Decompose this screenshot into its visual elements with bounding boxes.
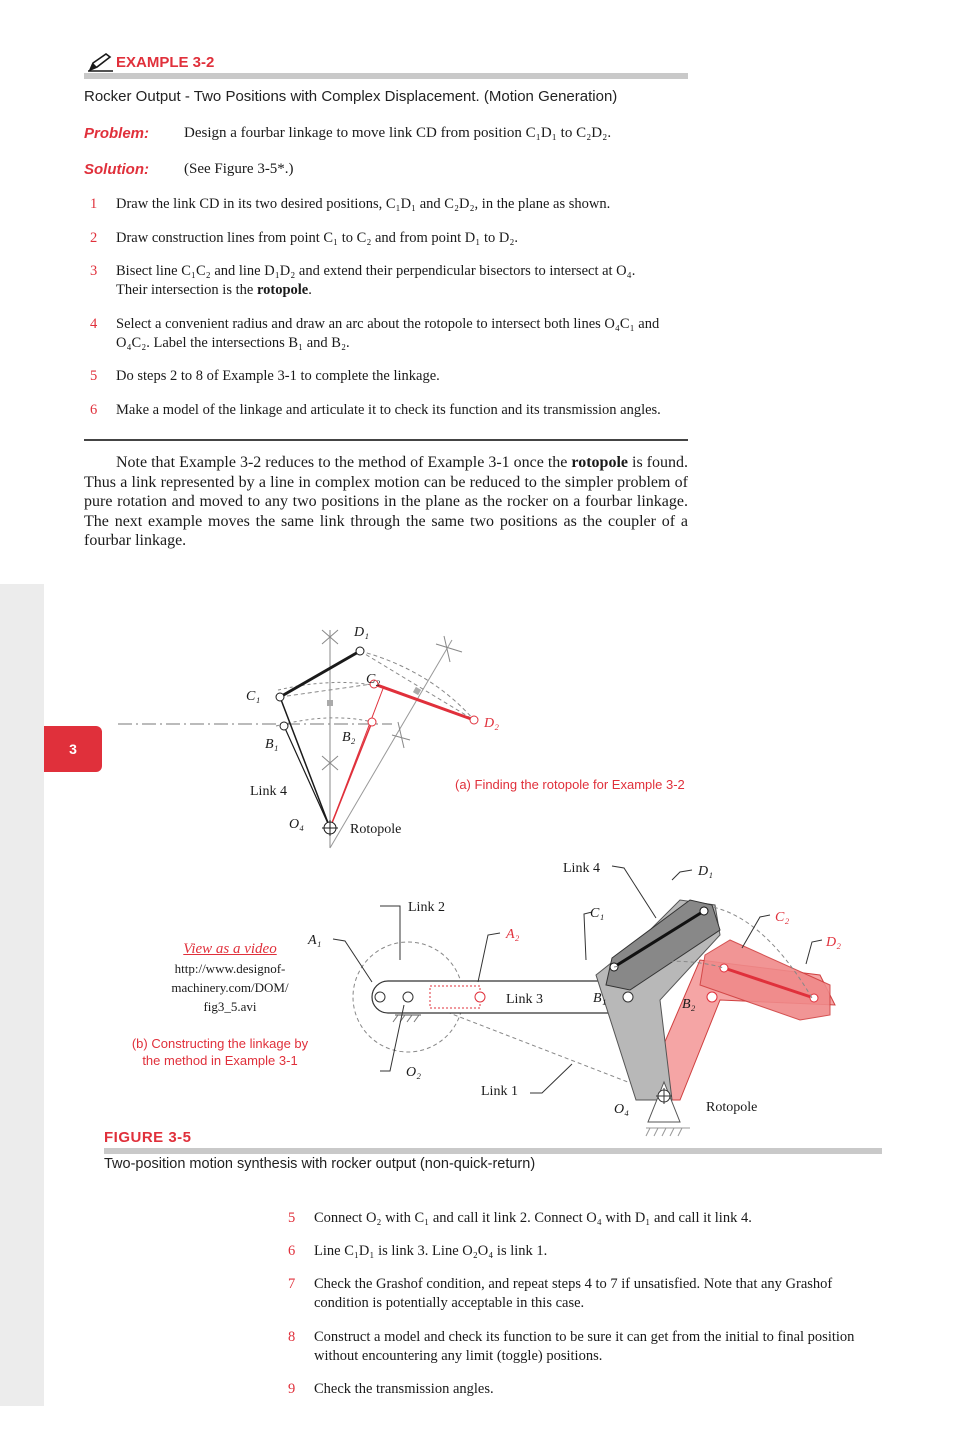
ground-hatch [646,1128,690,1136]
example-title-text: EXAMPLE 3-2 [116,53,215,71]
leader-line [672,870,692,880]
link-c2d2 [374,684,474,720]
step-number: 9 [288,1381,296,1397]
step-text: Construct a model and check its function to be sure it can get from the initial to final position [314,1329,855,1345]
construction-mark [444,636,450,662]
leader-line [612,866,656,918]
chapter-tab: 3 [44,726,102,772]
list-item [288,1275,888,1315]
step-text-line2: condition is potentially acceptable in this case. [314,1295,585,1311]
step-text: Draw the link CD in its two desired positions, C₁D₁ and C₂D₂, in the plane as shown. [116,196,611,212]
label-link4-b: Link 4 [563,861,600,876]
label-link2: Link 2 [408,900,445,915]
problem-text: Design a fourbar linkage to move link CD from position C₁D₁ to C₂D₂. [184,125,612,141]
label-o4: O₄ [289,817,304,832]
point-d2 [470,716,478,724]
point-b1 [623,992,633,1002]
caption-a: (a) Finding the rotopole for Example 3-2 [455,777,685,792]
figure-b [307,861,841,1136]
leader-line [478,933,500,982]
caption-b-line1: (b) Constructing the linkage by [131,1036,309,1051]
list-item [288,1328,888,1368]
label-c1: C₁ [246,689,261,704]
step-text: Draw construction lines from point C₁ to C₂ and from point D₁ to D₂. [116,230,519,246]
label-a1: A₁ [308,933,322,948]
step-number: 2 [90,230,98,246]
point-d1 [356,647,364,655]
step-text: Check the Grashof condition, and repeat steps 4 to 7 if unsatisfied. Note that any Grashof [314,1276,833,1292]
label-d1: D₁ [354,625,369,640]
step-text: Bisect line C₁C₂ and line D₁D₂ and extend their perpendicular bisectors to intersect at O₄. [116,263,636,279]
step-text-line2: Their intersection is the rotopole. [116,282,312,298]
label-o4-b: O₄ [614,1102,629,1117]
video-box [150,940,310,1016]
figure-rule [104,1148,882,1154]
video-link[interactable]: View as a video [183,941,277,957]
step-number: 1 [90,196,98,212]
construction-mark [398,722,404,748]
point-b2 [707,992,717,1002]
video-url-line2: machinery.com/DOM/ [171,980,289,995]
step-number: 6 [90,402,98,418]
figure-title: FIGURE 3-5 [104,1129,192,1146]
leader-line [380,906,400,960]
step-number: 8 [288,1329,296,1345]
step-text-line2: without encountering any limit (toggle) positions. [314,1348,603,1364]
point-b2 [368,718,376,726]
label-d2-b: D₂ [826,935,841,950]
caption-b [110,1035,330,1069]
step-text: Make a model of the linkage and articulate it to check its function and its transmission angles. [116,402,661,418]
caption-b-line2: the method in Example 3-1 [142,1053,298,1068]
point-b1 [280,722,288,730]
figure-caption: Two-position motion synthesis with rocker output (non-quick-return) [104,1156,536,1172]
problem-label: Problem: [84,125,150,142]
label-d2: D₂ [484,716,499,731]
label-b1: B₁ [265,737,279,752]
leader-line [530,1064,572,1093]
label-link1: Link 1 [481,1084,518,1099]
video-url-line3: fig3_5.avi [203,999,257,1014]
label-b2: B₂ [342,730,356,745]
ground-pivot-o2 [403,992,413,1002]
link-c1d1 [280,651,360,697]
step-text: Line C₁D₁ is link 3. Line O₂O₄ is link 1. [314,1243,548,1259]
note-paragraph: Note that Example 3-2 reduces to the method of Example 3-1 once the rotopole is found. Thus a link represented by a line in complex motion can be reduced to the simpler problem of pure rotation and moved to any two positions in the plane as the rocker on a fourbar linkage. The next example moves the same link through the same two positions as the coupler of a fourbar linkage. [84,454,688,549]
ground-hatch [393,1015,419,1022]
leader-line [333,939,372,982]
link4-line-red [330,686,384,828]
step-text: Do steps 2 to 8 of Example 3-1 to complete the linkage. [116,368,440,384]
right-angle-mark [327,700,333,706]
leader-line [806,940,822,964]
point-d1 [700,907,708,915]
leader-line [742,915,770,948]
link4-line [280,697,330,828]
point-a2 [475,992,485,1002]
example-subtitle: Rocker Output - Two Positions with Complex Displacement. (Motion Generation) [84,88,618,105]
step-text: Select a convenient radius and draw an arc about the rotopole to intersect both lines O₄C₁ and [116,316,660,332]
label-c2: C₂ [366,672,381,687]
label-b2-b: B₂ [682,997,696,1012]
label-link3: Link 3 [506,992,543,1007]
coupler-red-body [700,940,830,1020]
video-url-line1: http://www.designof- [174,961,286,976]
label-c2-b: C₂ [775,910,790,925]
step-number: 7 [288,1276,296,1292]
label-rotopole-b: Rotopole [706,1100,758,1115]
label-link4: Link 4 [250,784,287,799]
figure-a [118,625,499,848]
point-c2 [720,964,728,972]
label-d1-b: D₁ [698,864,713,879]
step-text-line2: O₄C₂. Label the intersections B₁ and B₂. [116,335,350,351]
solution-text: (See Figure 3-5*.) [184,161,294,177]
label-rotopole: Rotopole [350,822,402,837]
label-o2: O₂ [406,1065,421,1080]
solution-label: Solution: [84,161,149,178]
step-number: 4 [90,316,98,332]
point-d2 [810,994,818,1002]
step-number: 5 [288,1210,296,1226]
label-a2: A₂ [506,927,520,942]
point-a1 [375,992,385,1002]
step-number: 3 [90,263,98,279]
step-text: Check the transmission angles. [314,1381,494,1397]
label-c1-b: C₁ [590,906,605,921]
label-b1-b: B₁ [593,991,607,1006]
step-number: 6 [288,1243,296,1259]
point-c1 [276,693,284,701]
link4-line [284,726,330,828]
step-number: 5 [90,368,98,384]
step-text: Connect O₂ with C₁ and call it link 2. Connect O₄ with D₁ and call it link 4. [314,1210,752,1226]
